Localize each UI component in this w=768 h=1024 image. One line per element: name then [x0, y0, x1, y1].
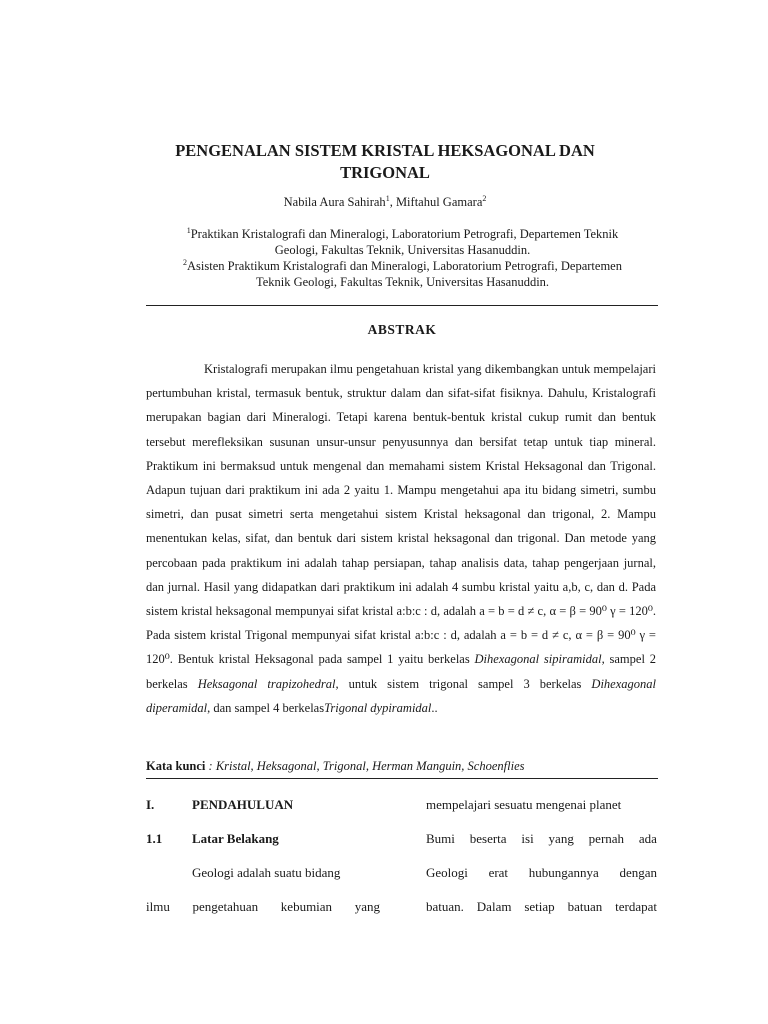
- word: ada: [638, 831, 657, 846]
- keywords-separator: :: [205, 759, 216, 773]
- word: terdapat: [615, 899, 657, 914]
- author-1: Nabila Aura Sahirah: [283, 195, 386, 209]
- keywords: [146, 759, 656, 774]
- divider-keywords: [146, 778, 658, 779]
- word: batuan.: [426, 899, 464, 914]
- abstract-italic-3: Dihexagonal diperamidal: [146, 676, 656, 715]
- right-column-line-2: [426, 831, 657, 847]
- abstract-text-2: sampel 2 berkelas: [146, 652, 657, 691]
- abstract-text-4: , dan sampel 4 berkelas: [207, 700, 325, 715]
- right-column-line-3: [426, 865, 657, 881]
- affiliation-1: [145, 226, 660, 258]
- subsection-title: Latar Belakang: [192, 831, 279, 846]
- word: yang: [354, 899, 380, 914]
- abstract-paragraph: [146, 357, 656, 720]
- section-number: I.: [146, 797, 155, 812]
- word: yang: [548, 831, 574, 846]
- keywords-label: Kata kunci: [146, 759, 206, 773]
- subsection-number: 1.1: [146, 831, 163, 846]
- title-line-1: PENGENALAN SISTEM KRISTAL HEKSAGONAL DAN: [175, 141, 595, 160]
- affiliation-2-line-2: Teknik Geologi, Fakultas Teknik, Universitas Hasanuddin.: [255, 275, 550, 289]
- left-column-line-2: [146, 899, 380, 915]
- word: Dalam: [476, 899, 512, 914]
- right-column-line-4: [426, 899, 657, 915]
- word: setiap: [524, 899, 555, 914]
- abstract-body: [146, 357, 656, 720]
- author-list: [150, 195, 620, 210]
- right-column-line-1: mempelajari sesuatu mengenai planet: [426, 797, 622, 812]
- word: dengan: [619, 865, 657, 880]
- abstract-text-5: ..: [431, 700, 438, 715]
- author-2-sup: 2: [482, 193, 487, 203]
- affiliation-2-line-1: Asisten Praktikum Kristalografi dan Mineralogi, Laboratorium Petrografi, Departemen: [187, 259, 622, 273]
- author-1-sup: 1: [385, 193, 390, 203]
- word: ilmu: [146, 899, 170, 914]
- left-column-line-1: Geologi adalah suatu bidang: [192, 865, 341, 880]
- abstract-text-3: untuk sistem trigonal sampel 3 berkelas: [338, 676, 592, 691]
- word: isi: [521, 831, 534, 846]
- word: erat: [488, 865, 509, 880]
- paper-title: [150, 140, 620, 184]
- abstract-heading: ABSTRAK: [367, 322, 437, 337]
- word: Geologi: [426, 865, 468, 880]
- title-line-2: TRIGONAL: [340, 163, 430, 182]
- word: batuan: [567, 899, 603, 914]
- keywords-list: Kristal, Heksagonal, Trigonal, Herman Manguin, Schoenflies: [215, 759, 525, 773]
- word: pengetahuan: [192, 899, 259, 914]
- abstract-italic-1: Dihexagonal sipiramidal,: [474, 652, 605, 667]
- word: beserta: [469, 831, 507, 846]
- word: Bumi: [426, 831, 455, 846]
- word: hubungannya: [528, 865, 599, 880]
- author-separator: ,: [389, 195, 396, 209]
- affiliation-2-sup: 2: [183, 257, 188, 267]
- affiliation-1-line-1: Praktikan Kristalografi dan Mineralogi, Laboratorium Petrografi, Departemen Teknik: [190, 227, 619, 241]
- divider-top: [146, 305, 658, 306]
- abstract-text-1: Kristalografi merupakan ilmu pengetahuan kristal yang dikembangkan untuk mempelajari pertumbuhan kristal, termasuk bentuk, struktur dalam dan sifat-sifat fisiknya. Dahulu, Kristalografi merupakan bagian dari Mineralogi. Tetapi karena bentuk-bentuk kristal cukup rumit dan bentuk tersebut merefleksikan susunan unsur-unsur penyusunnya dan bersifat tetap untuk tiap mineral. Praktikum ini bermaksud untuk mengenal dan memahami sistem Kristal Heksagonal dan Trigonal. Adapun tujuan dari praktikum ini ada 2 yaitu 1. Mampu mengetahui apa itu bidang simetri, sumbu simetri, dan pusat simetri serta mengetahui sistem Kristal heksagonal dan trigonal, 2. Mampu menentukan kelas, sifat, dan bentuk dari sistem kristal heksagonal dan trigonal. Dan metode yang percobaan pada praktikum ini adalah tahap persiapan, tahap analisis data, tahap pengerjaan jurnal, dan jurnal. Hasil yang didapatkan dari praktikum ini adalah 4 sumbu kristal yaitu a,b, c, dan d. Pada sistem kristal heksagonal mempunyai sifat kristal a:b:c : d, adalah a = b = d ≠ c, α = β = 90⁰ γ = 120⁰. Pada sistem kristal Trigonal mempunyai sifat kristal a:b:c : d, adalah a = b = d ≠ c, α = β = 90⁰ γ = 120⁰. Bentuk kristal Heksagonal pada sampel 1 yaitu berkelas: [146, 362, 656, 667]
- affiliation-1-line-2: Geologi, Fakultas Teknik, Universitas Hasanuddin.: [274, 243, 531, 257]
- word: pernah: [588, 831, 625, 846]
- author-2: Miftahul Gamara: [395, 195, 483, 209]
- abstract-italic-4: Trigonal dypiramidal: [324, 700, 432, 715]
- affiliation-1-sup: 1: [186, 225, 191, 235]
- word: kebumian: [280, 899, 333, 914]
- abstract-italic-2: Heksagonal trapizohedral,: [197, 676, 339, 691]
- affiliation-2: [145, 258, 660, 290]
- section-title: PENDAHULUAN: [192, 797, 294, 812]
